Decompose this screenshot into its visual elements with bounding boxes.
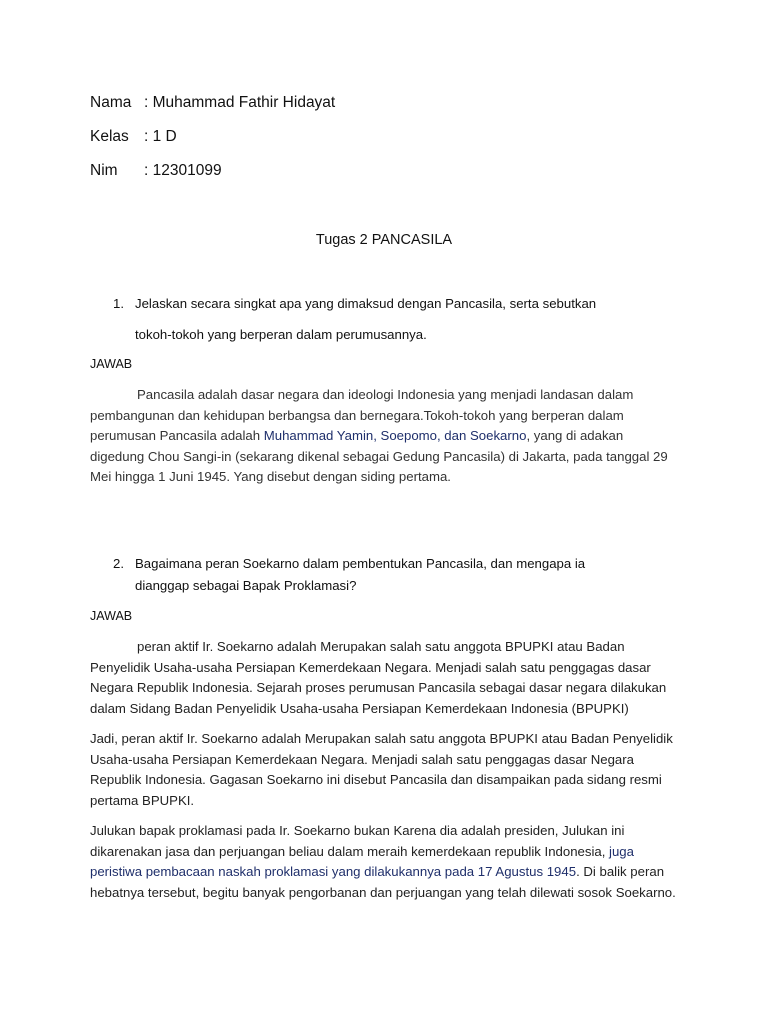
nim-label: Nim — [90, 162, 118, 179]
q1-answer — [90, 385, 680, 488]
nim-value: : 12301099 — [144, 162, 222, 179]
name-value: : Muhammad Fathir Hidayat — [144, 94, 336, 111]
document-title: Tugas 2 PANCASILA — [315, 232, 453, 248]
q2-answer-p3-highlight: juga peristiwa pembacaan naskah proklamasi yang dilakukannya pada 17 Agustus 1945 — [90, 843, 634, 880]
q2-answer-p3-a: Julukan bapak proklamasi pada Ir. Soekarno bukan Karena dia adalah presiden, Julukan ini dikarenakan jasa dan perjuangan beliau dalam meraih kemerdekaan republik Indonesia, — [90, 823, 625, 859]
q2-number: 2. — [113, 556, 124, 571]
q1-number: 1. — [113, 296, 124, 311]
q2-line2: dianggap sebagai Bapak Proklamasi? — [135, 578, 357, 593]
q1-answer-text-c: , yang di adakan digedung Chou Sangi-in (sekarang dikenal sebagai Gedung Pancasila) di Jakarta, pada tanggal 29 Mei hingga 1 Juni 1945. Yang disebut dengan siding pertama. — [90, 428, 668, 485]
q2-answer-label: JAWAB — [90, 609, 133, 623]
class-label: Kelas — [90, 128, 129, 145]
q1-answer-figures: Muhammad Yamin, Soepomo, dan Soekarno — [263, 428, 527, 444]
class-value: : 1 D — [144, 128, 177, 145]
q2-answer-p1: peran aktif Ir. Soekarno adalah Merupakan salah satu anggota BPUPKI atau Badan Penyelidik Usaha-usaha Persiapan Kemerdekaan Negara. Menjadi salah satu penggagas dasar Negara Republik Indonesia. Sejarah proses perumusan Pancasila sebagai dasar negara dilakukan dalam Sidang Badan Penyelidik Usaha-usaha Persiapan Kemerdekaan Indonesia (BPUPKI) — [90, 639, 667, 716]
q1-line2: tokoh-tokoh yang berperan dalam perumusannya. — [135, 327, 427, 342]
q2-answer-p3 — [90, 821, 680, 903]
q1-line1: Jelaskan secara singkat apa yang dimaksud dengan Pancasila, serta sebutkan — [135, 296, 597, 311]
student-info — [90, 94, 490, 194]
q1-answer-label: JAWAB — [90, 357, 133, 371]
q2-answer-p2: Jadi, peran aktif Ir. Soekarno adalah Merupakan salah satu anggota BPUPKI atau Badan Penyelidik Usaha-usaha Persiapan Kemerdekaan Negara. Menjadi salah satu penggagas dasar Negara Republik Indonesia. Gagasan Soekarno ini disebut Pancasila dan disampaikan pada sidang resmi pertama BPUPKI. — [90, 731, 673, 808]
name-label: Nama — [90, 94, 132, 111]
q2-answer-p3-c: . Di balik peran hebatnya tersebut, begitu banyak pengorbanan dan perjuangan yang telah dilewati sosok Soekarno. — [90, 864, 676, 900]
q1-answer-text-a: Pancasila adalah dasar negara dan ideologi Indonesia yang menjadi landasan dalam pembangunan dan kehidupan berbangsa dan bernegara.Tokoh-tokoh yang berperan dalam perumusan Pancasila adalah — [90, 387, 634, 444]
q2-line1: Bagaimana peran Soekarno dalam pembentukan Pancasila, dan mengapa ia — [135, 556, 586, 571]
